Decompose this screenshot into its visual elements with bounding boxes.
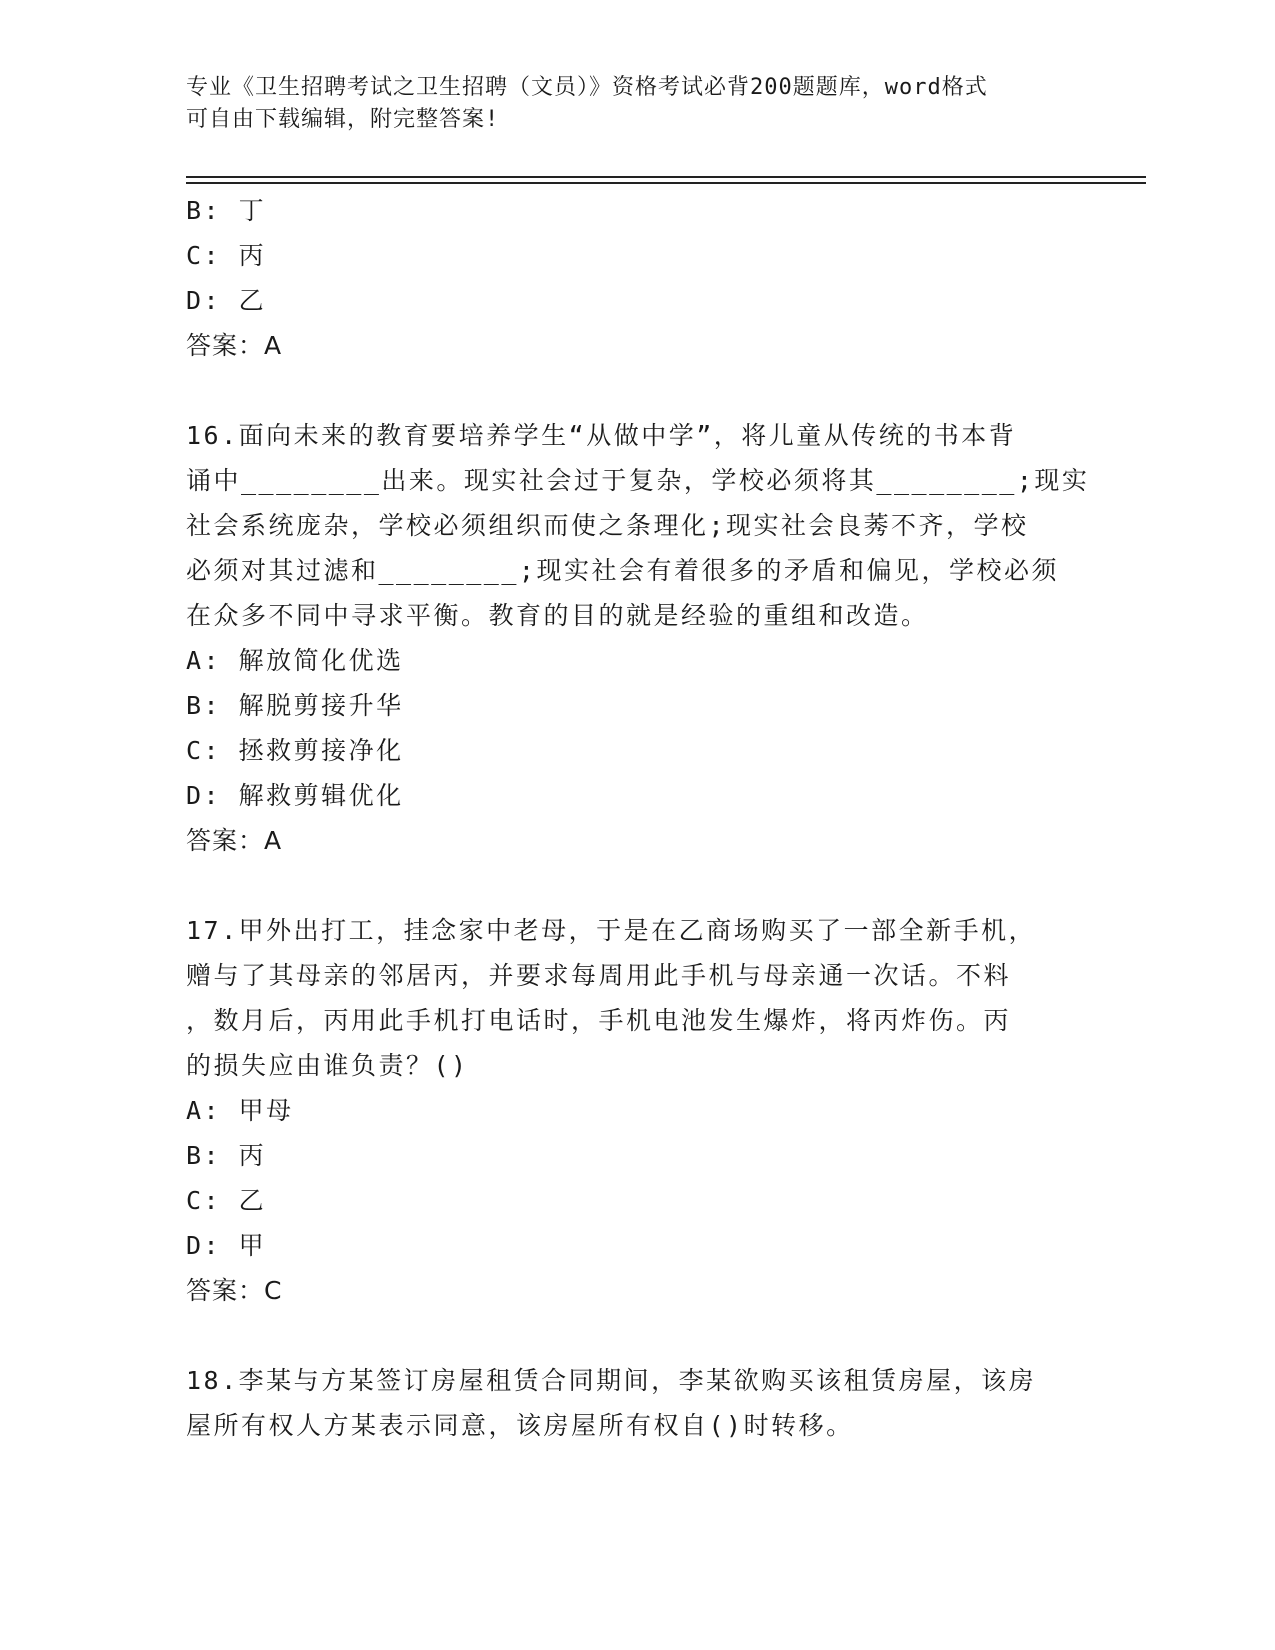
question-text-line: 的损失应由谁负责？() — [186, 1051, 469, 1080]
option-a: A: 甲母 — [186, 1096, 294, 1125]
header-rule-bottom — [186, 182, 1146, 184]
answer: 答案：A — [186, 826, 283, 855]
document-header — [186, 72, 1086, 136]
question-18 — [186, 1358, 1086, 1448]
option-b: B: 解脱剪接升华 — [186, 691, 404, 720]
answer: 答案：C — [186, 1276, 283, 1305]
question-15 — [186, 188, 1086, 368]
option-b: B: 丁 — [186, 196, 267, 225]
question-text-line: 赠与了其母亲的邻居丙，并要求每周用此手机与母亲通一次话。不料 — [186, 961, 1012, 990]
option-c: C: 丙 — [186, 241, 267, 270]
document-body — [186, 188, 1090, 1448]
question-text-line: ，数月后，丙用此手机打电话时，手机电池发生爆炸，将丙炸伤。丙 — [186, 1006, 1012, 1035]
option-d: D: 乙 — [186, 286, 267, 315]
question-text-line: 17.甲外出打工，挂念家中老母，于是在乙商场购买了一部全新手机， — [186, 916, 1037, 945]
option-a: A: 解放简化优选 — [186, 646, 404, 675]
question-text-line: 诵中________出来。现实社会过于复杂，学校必须将其________;现实 — [186, 466, 1090, 495]
question-text-line: 必须对其过滤和________;现实社会有着很多的矛盾和偏见，学校必须 — [186, 556, 1059, 585]
question-text-line: 屋所有权人方某表示同意，该房屋所有权自()时转移。 — [186, 1411, 854, 1440]
option-d: D: 解救剪辑优化 — [186, 781, 404, 810]
option-c: C: 乙 — [186, 1186, 267, 1215]
header-line-2: 可自由下载编辑，附完整答案! — [186, 107, 500, 132]
question-text-line: 18.李某与方某签订房屋租赁合同期间，李某欲购买该租赁房屋，该房 — [186, 1366, 1037, 1395]
question-16 — [186, 413, 1090, 863]
answer: 答案：A — [186, 331, 283, 360]
question-text-line: 社会系统庞杂，学校必须组织而使之条理化;现实社会良莠不齐，学校 — [186, 511, 1029, 540]
option-d: D: 甲 — [186, 1231, 267, 1260]
header-line-1: 专业《卫生招聘考试之卫生招聘（文员）》资格考试必背200题题库，word格式 — [186, 75, 988, 100]
question-text-line: 16.面向未来的教育要培养学生“从做中学”，将儿童从传统的书本背 — [186, 421, 1017, 450]
option-c: C: 拯救剪接净化 — [186, 736, 404, 765]
header-rule-top — [186, 176, 1146, 178]
question-text-line: 在众多不同中寻求平衡。教育的目的就是经验的重组和改造。 — [186, 601, 929, 630]
question-17 — [186, 908, 1086, 1313]
option-b: B: 丙 — [186, 1141, 267, 1170]
